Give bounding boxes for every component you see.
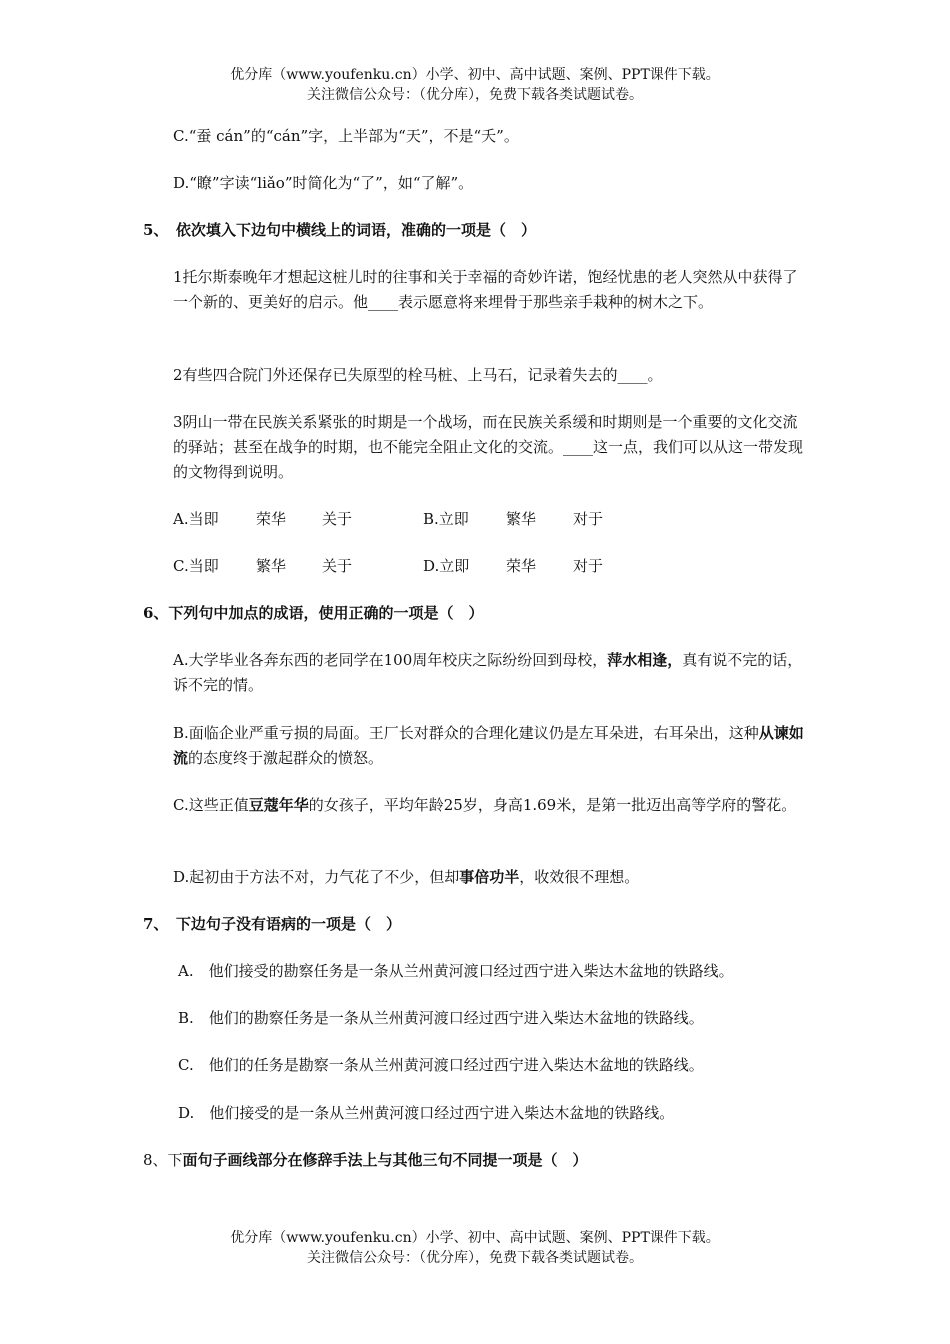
q5-sentence-3: 3阴山一带在民族关系紧张的时期是一个战场，而在民族关系缓和时期则是一个重要的文化交流的驿站；甚至在战争的时期，也不能完全阻止文化的交流。____这一点，我们可以从这一带发现的文物得到说明。 bbox=[173, 413, 804, 481]
q6-option-b bbox=[173, 721, 809, 771]
page-header-line-1: 优分库（www.youfenku.cn）小学、初中、高中试题、案例、PPT课件下载。 bbox=[230, 67, 720, 83]
q5-sentence-2: 2有些四合院门外还保存已失原型的栓马桩、上马石，记录着失去的____。 bbox=[173, 366, 663, 384]
q6-option-b-idiom: 从谏如流 bbox=[173, 724, 804, 767]
q6-option-b-text: B.面临企业严重亏损的局面。王厂长对群众的合理化建议仍是左耳朵进，右耳朵出，这种 bbox=[173, 724, 759, 742]
q5-option-c-word-2: 繁华 bbox=[256, 557, 287, 575]
q6-option-a-text-end: 真有说不完的话，诉不完的情。 bbox=[173, 651, 803, 694]
q5-option-d-word-1: D.立即 bbox=[423, 557, 470, 575]
page-footer-line-1: 优分库（www.youfenku.cn）小学、初中、高中试题、案例、PPT课件下载。 bbox=[230, 1230, 720, 1246]
q6-option-d bbox=[173, 865, 809, 890]
q6-option-d-text-end: ，收效很不理想。 bbox=[519, 868, 640, 886]
q5-option-c-word-1: C.当即 bbox=[173, 557, 219, 575]
q5-option-a-word-3: 关于 bbox=[322, 510, 353, 528]
q5-option-c-word-3: 关于 bbox=[322, 557, 353, 575]
q5-title: 5、 依次填入下边句中横线上的词语，准确的一项是（ ） bbox=[143, 221, 536, 239]
q6-option-d-text: D.起初由于方法不对，力气花了不少，但却 bbox=[173, 868, 460, 886]
q6-title: 6、下列句中加点的成语，使用正确的一项是（ ） bbox=[143, 604, 484, 622]
q6-option-c-text-end: 的女孩子，平均年龄25岁，身高1.69米，是第一批迈出高等学府的警花。 bbox=[308, 796, 797, 814]
q6-option-d-idiom: 事倍功半 bbox=[459, 868, 520, 886]
q6-option-c-text: C.这些正值 bbox=[173, 796, 249, 814]
q5-option-d-word-3: 对于 bbox=[573, 557, 604, 575]
page-header-line-2: 关注微信公众号：（优分库），免费下载各类试题试卷。 bbox=[307, 87, 643, 103]
q5-option-d-word-2: 荣华 bbox=[506, 557, 537, 575]
q6-option-c bbox=[173, 793, 809, 818]
q5-option-b-word-3: 对于 bbox=[573, 510, 604, 528]
page-footer-line-2: 关注微信公众号：（优分库），免费下载各类试题试卷。 bbox=[307, 1250, 643, 1266]
q5-option-a-word-2: 荣华 bbox=[256, 510, 287, 528]
q5-sentence-1: 1托尔斯泰晚年才想起这桩儿时的往事和关于幸福的奇妙许诺，饱经忧患的老人突然从中获得了一个新的、更美好的启示。他____表示愿意将来埋骨于那些亲手栽种的树木之下。 bbox=[173, 268, 798, 311]
q7-option-d: D. 他们接受的是一条从兰州黄河渡口经过西宁进入柴达木盆地的铁路线。 bbox=[178, 1104, 675, 1122]
q6-option-a-idiom: 萍水相逢， bbox=[607, 651, 683, 669]
q6-option-c-idiom: 豆蔻年华 bbox=[248, 796, 309, 814]
q5-option-b-word-2: 繁华 bbox=[506, 510, 537, 528]
q7-title: 7、 下边句子没有语病的一项是（ ） bbox=[143, 915, 401, 933]
q5-option-a-word-1: A.当即 bbox=[173, 510, 219, 528]
q4-option-d: D.“瞭”字读“liǎo”时简化为“了”，如“了解”。 bbox=[173, 174, 474, 192]
q7-option-b: B. 他们的勘察任务是一条从兰州黄河渡口经过西宁进入柴达木盆地的铁路线。 bbox=[178, 1009, 704, 1027]
q4-option-c: C.“蚕 cán”的“cán”字，上半部为“天”，不是“夭”。 bbox=[173, 127, 519, 145]
q7-option-a: A. 他们接受的勘察任务是一条从兰州黄河渡口经过西宁进入柴达木盆地的铁路线。 bbox=[178, 962, 734, 980]
q5-option-b-word-1: B.立即 bbox=[423, 510, 469, 528]
q8-title-text: 面句子画线部分在修辞手法上与其他三句不同提一项是（ ） bbox=[182, 1151, 588, 1169]
q6-option-a bbox=[173, 648, 809, 698]
q8-title bbox=[143, 1150, 588, 1170]
q6-option-a-text: A.大学毕业各奔东西的老同学在100周年校庆之际纷纷回到母校， bbox=[173, 651, 608, 669]
q7-option-c: C. 他们的任务是勘察一条从兰州黄河渡口经过西宁进入柴达木盆地的铁路线。 bbox=[178, 1056, 704, 1074]
q6-option-b-text-end: 的态度终于激起群众的愤怒。 bbox=[188, 749, 384, 767]
q8-title-prefix: 8、下 bbox=[143, 1151, 183, 1169]
